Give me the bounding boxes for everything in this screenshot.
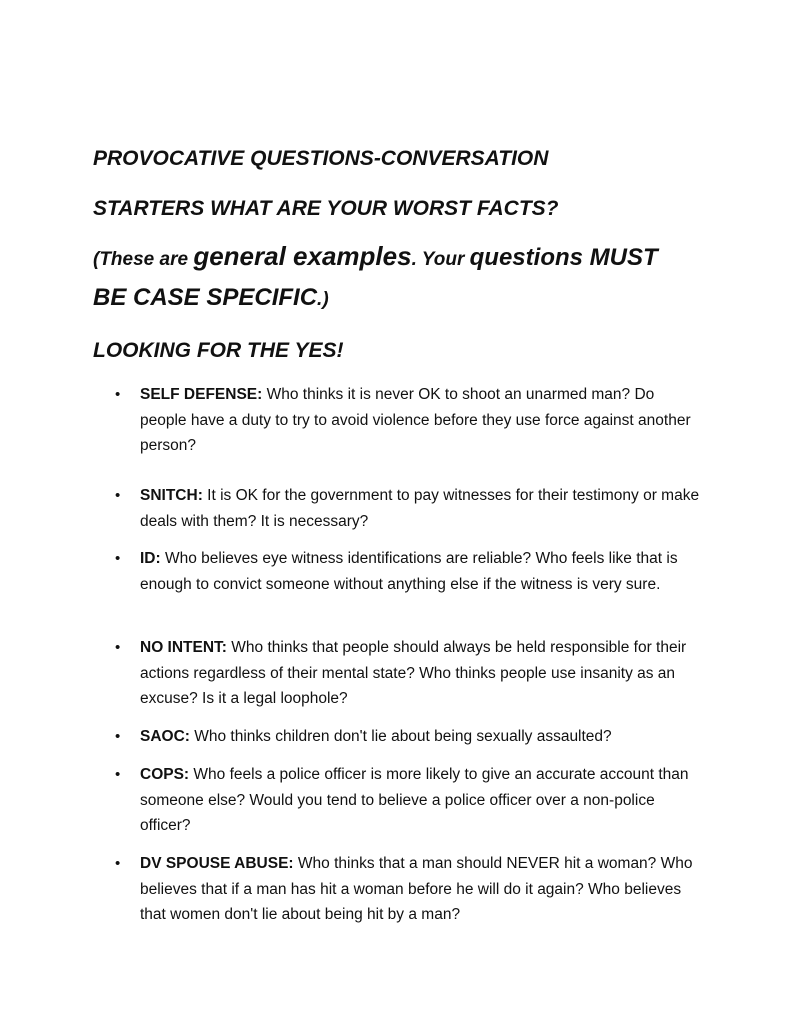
case-specific-note	[93, 242, 658, 274]
item-label: NO INTENT:	[140, 639, 227, 656]
bullet-glyph: •	[115, 728, 121, 745]
item-label: COPS:	[140, 766, 190, 783]
bullet-glyph: •	[115, 550, 121, 567]
item-text: Who thinks it is never OK to shoot an unarmed man? Do people have a duty to try to avoid violence before they use force against another person?	[140, 386, 691, 454]
list-item	[115, 546, 700, 597]
item-text: Who believes eye witness identifications are reliable? Who feels like that is enough to convict someone without anything else if the witness is very sure.	[140, 550, 678, 593]
item-text: Who thinks that people should always be held responsible for their actions regardless of their mental state? Who thinks people use insanity as an excuse? Is it a legal loophole?	[140, 639, 687, 707]
item-text: Who feels a police officer is more likely to give an accurate account than someone else? Would you tend to believe a police officer over a non-police officer?	[140, 766, 689, 834]
bullet-glyph: •	[115, 487, 121, 504]
case-specific-note-line-2	[93, 284, 329, 314]
title-line-1: PROVOCATIVE QUESTIONS-CONVERSATION	[93, 147, 549, 170]
note-emphasis-questions-must: questions MUST	[469, 244, 658, 271]
item-text: It is OK for the government to pay witnesses for their testimony or make deals with them? It is necessary?	[140, 487, 700, 530]
item-label: SELF DEFENSE:	[140, 386, 263, 403]
bullet-glyph: •	[115, 639, 121, 656]
note-emphasis-case-specific: BE CASE SPECIFIC	[93, 284, 318, 311]
bullet-glyph: •	[115, 386, 121, 403]
item-label: SAOC:	[140, 728, 190, 745]
list-item	[115, 762, 700, 839]
item-label: DV SPOUSE ABUSE:	[140, 855, 294, 872]
item-text: Who thinks that a man should NEVER hit a woman? Who believes that if a man has hit a woman before he will do it again? Who believes that women don't lie about being hit by a man?	[140, 855, 693, 923]
note-part-1: (These are	[93, 249, 194, 270]
title-line-2: STARTERS WHAT ARE YOUR WORST FACTS?	[93, 197, 559, 220]
bullet-glyph: •	[115, 855, 121, 872]
list-item	[115, 635, 700, 712]
bullet-glyph: •	[115, 766, 121, 783]
item-label: ID:	[140, 550, 161, 567]
list-item	[115, 724, 700, 750]
list-item	[115, 483, 700, 534]
subtitle: LOOKING FOR THE YES!	[93, 339, 344, 362]
list-item	[115, 851, 700, 928]
note-part-3: . Your	[411, 249, 470, 270]
item-label: SNITCH:	[140, 487, 203, 504]
item-text: Who thinks children don't lie about being sexually assaulted?	[189, 728, 612, 745]
note-closing: .)	[317, 289, 329, 310]
note-emphasis-general-examples: general examples	[193, 241, 412, 271]
list-item	[115, 382, 700, 459]
